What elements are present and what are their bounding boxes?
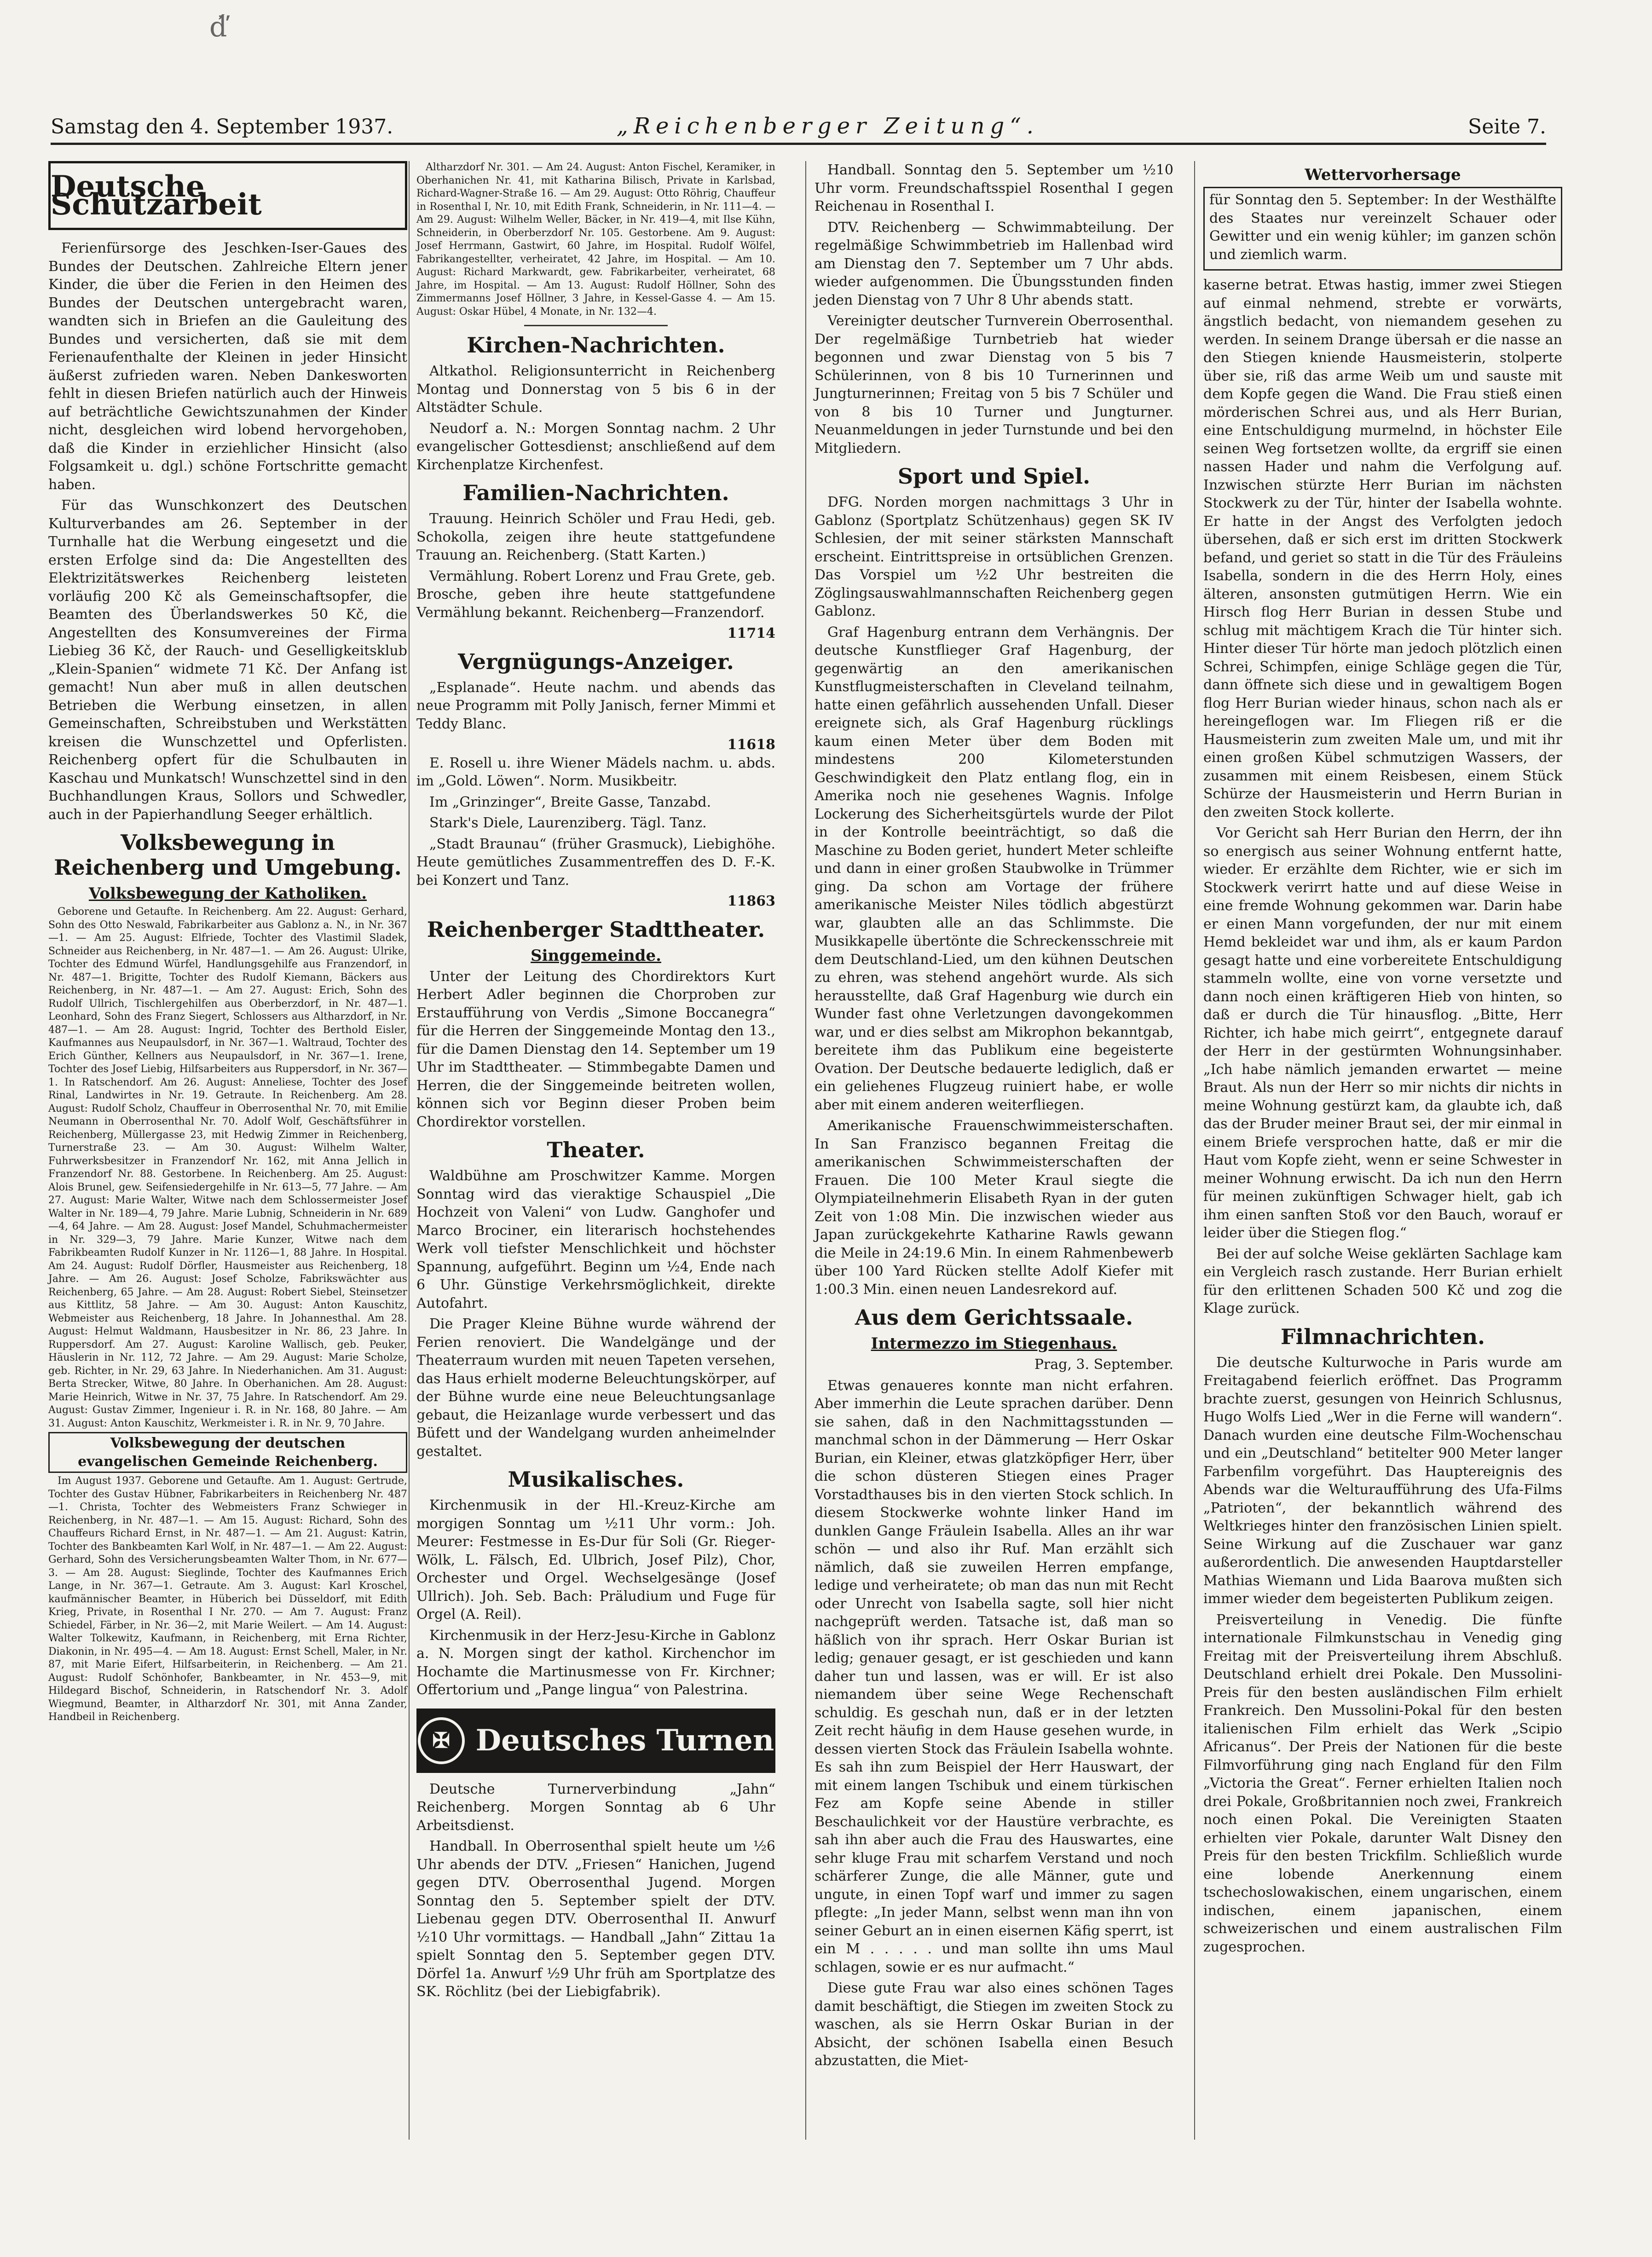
heading-vergnuegungen: Vergnügungs-Anzeiger. xyxy=(458,649,734,674)
heading-musikalisches: Musikalisches. xyxy=(508,1467,684,1492)
section-title-schutzarbeit: Deutsche Schutzarbeit xyxy=(48,161,407,230)
divider xyxy=(524,325,668,326)
article-intermezzo-part5: Bei der auf solche Weise geklärten Sachlage kam ein Vergleich rasch zustande. Herr Burian erhielt für den erlittenen Schaden 500 Kč und zog die Klage zurück. xyxy=(1203,1246,1562,1316)
pencil-mark: ď́ xyxy=(209,11,227,43)
turner-cross-icon: ✠ xyxy=(418,1717,465,1764)
ad-starks-diele: Stark's Diele, Laurenziberg. Tägl. Tanz. xyxy=(429,815,707,831)
column-rule xyxy=(805,161,806,2140)
records-katholiken: Geborene und Getaufte. In Reichenberg. Am 22. August: Gerhard, Sohn des Otto Neswald, Fabrikarbeiter aus Gablonz a. N., in Nr. 367—1. — Am 25. August: Elfriede, Tochter des Vlastimil Sladek, Schneider aus Reichenberg, in Nr. 487—1. — Am 26. August: Ulrike, Tochter des Edmund Würfel, Handlungsgehilfe aus Franzendorf, in Nr. 487—1. Brigitte, Tochter des Rudolf Kiemann, Bäckers aus Reichenberg, in Nr. 487—1. — Am 27. August: Erich, Sohn des Rudolf Ullrich, Tischlergehilfen aus Oberberzdorf, in Nr. 487—1. Leonhard, Sohn des Franz Siegert, Schlossers aus Altharzdorf, in Nr. 487—1. — Am 28. August: Ingrid, Tochter des Berthold Eisler, Kaufmannes aus Neupaulsdorf, in Nr. 367—1. Waltraud, Tochter des Erich Günther, Kellners aus Neupaulsdorf, in Nr. 367—1. Irene, Tochter des Josef Liebig, Hilfsarbeiters aus Ruppersdorf, in Nr. 367—1. In Ratschendorf. Am 26. August: Anneliese, Tochter des Josef Rinal, Landwirtes in Nr. 19. Getraute. In Reichenberg. Am 28. August: Rudolf Scholz, Chauffeur in Oberrosenthal Nr. 70, mit Emilie Neumann in Oberrosenthal Nr. 70. Adolf Wolf, Geschäftsführer in Reichenberg, Müllergasse 23, mit Hedwig Zimmer in Reichenberg, Turnerstraße 23. — Am 30. August: Wilhelm Walter, Fuhrwerksbesitzer in Franzendorf Nr. 162, mit Anna Jellich in Franzendorf Nr. 88. Gestorbene. In Reichenberg. Am 25. August: Alois Brunel, gew. Seifensiedergehilfe in Nr. 613—5, 77 Jahre. — Am 27. August: Marie Walter, Witwe nach dem Schlossermeister Josef Walter in Nr. 189—4, 79 Jahre. Marie Lubnig, Schneiderin in Nr. 689—4, 64 Jahre. — Am 28. August: Josef Mandel, Schuhmachermeister in Nr. 329—3, 79 Jahre. Marie Kunzer, Witwe nach dem Fabrikbeamten Rudolf Kunzer in Nr. 1126—1, 88 Jahre. In Hospital. Am 24. August: Rudolf Dörfler, Hausmeister aus Reichenberg, 18 Jahre. — Am 26. August: Josef Scholze, Fabrikswächter aus Reichenberg, 65 Jahre. — Am 28. August: Robert Siebel, Steinsetzer aus Kittlitz, 58 Jahre. — Am 30. August: Anton Kauschitz, Webmeister aus Reichenberg, 18 Jahre. In Johannesthal. Am 28. August: Helmut Waldmann, Hausbesitzer in Nr. 86, 23 Jahre. In Ruppersdorf. Am 27. August: Karoline Wallisch, geb. Peuker, Häuslerin in Nr. 112, 72 Jahre. — Am 29. August: Marie Scholze, geb. Richter, in Nr. 29, 63 Jahre. In Niederhanichen. Am 31. August: Berta Strecker, Witwe, 80 Jahre. In Oberhanichen. Am 28. August: Marie Heinrich, Witwe in Nr. 37, 75 Jahre. In Ratschendorf. Am 29. August: Gustav Zimmer, Ingenieur i. R. in Nr. 168, 80 Jahre. — Am 31. August: Anton Kauschitz, Werkmeister i. R. in Nr. 9, 70 Jahre. xyxy=(48,906,407,1429)
banner-title: Deutsches Turnen xyxy=(475,1723,774,1758)
heading-volksbewegung: Volksbewegung in Reichenberg und Umgebung. xyxy=(54,830,402,880)
header-page-number: Seite 7. xyxy=(1468,115,1546,139)
dateline: Prag, 3. September. xyxy=(1034,1357,1173,1373)
ad-rosell: E. Rosell u. ihre Wiener Mädels nachm. u. abds. im „Gold. Löwen“. Norm. Musikbeitr. xyxy=(416,755,775,789)
ad-number: 11618 xyxy=(727,737,775,753)
article-intermezzo-part1: Etwas genaueres konnte man nicht erfahren. Aber immerhin die Leute sprachen darüber. Denn sie sahen, daß in den Nachmittagsstunden — manchmal schon in der Dämmerung — Herr Oskar Burian, ein Kleiner, etwas glatzköpfiger Herr, über die schon düsteren Stiegen eines Prager Vorstadthauses bis in den vierten Stock schlich. In diesem Stockwerke wohnte linker Hand im dunklen Gange Fräulein Isabella. Alles an ihr war schön — und also ihr Ruf. Man erzählt sich nämlich, daß sie zuweilen Herren empfange, ledige und verheiratete; ob man das nun mit Recht oder Unrecht von Isabella sagte, soll hier nicht nachgeprüft werden. Tatsache ist, daß man so häßlich von ihr sprach. Herr Oskar Burian ist ledig; genauer gesagt, er ist geschieden und kann daher tun und lassen, was er will. Er ist also niemandem über seine Wege Rechenschaft schuldig. Es geschah nun, daß er in der letzten Zeit recht häufig in dem Hause gesehen wurde, in dessen vierten Stock das Fräulein Isabella wohnte. Es sah ihn zum Beispiel der Herr Hauswart, der mit einem langen Tschibuk und einem türkischen Fez am Kopfe seine Abende in stiller Beschaulichkeit vor der Haustüre verbrachte, es sah ihn aber auch die Frau des Hauswartes, eine sehr kluge Frau mit scharfem Verstand und noch schärferer Zunge, die alle Männer, gute und ungute, in einen Topf warf und immer zu sagen pflegte: „In jeder Mann, selbst wenn man ihn von seiner Geburt an in einen eisernen Käfig sperrt, ist ein M . . . . . und man sollte ihn ums Maul schlagen, sowie er es nur aufmacht.“ xyxy=(814,1377,1173,1975)
notice-neudorf: Neudorf a. N.: Morgen Sonntag nachm. 2 Uhr evangelischer Gottesdienst; anschließend auf dem Kirchenplatze Kirchenfest. xyxy=(416,420,775,473)
notice-religionsunterricht: Altkathol. Religionsunterricht in Reichenberg Montag und Donnerstag von 5 bis 6 in der Altstädter Schule. xyxy=(416,363,775,416)
heading-sport: Sport und Spiel. xyxy=(897,464,1091,489)
heading-evangelisch: Volksbewegung der deutschen evangelischen Gemeinde Reichenberg. xyxy=(48,1432,407,1473)
notice-schwimmabteilung: DTV. Reichenberg — Schwimmabteilung. Der regelmäßige Schwimmbetrieb im Hallenbad wird am Dienstag den 7. September um 7 Uhr abds. wieder aufgenommen. Die Übungsstunden finden jeden Dienstag von 7 Uhr 8 Uhr abends statt. xyxy=(814,219,1173,308)
heading-katholiken: Volksbewegung der Katholiken. xyxy=(88,884,367,903)
weather-forecast: für Sonntag den 5. September: In der Westhälfte des Staates nur vereinzelt Schauer oder Gewitter und ein wenig kühler; im ganzen schön und ziemlich warm. xyxy=(1209,192,1556,263)
article-intermezzo-part4: Vor Gericht sah Herr Burian den Herrn, der ihn so energisch aus seiner Wohnung entfernt hatte, wieder. Er erzählte dem Richter, wie er sich im Stockwerk verirrt hatte und auf diese Weise in eine fremde Wohnung gekommen war. Darin habe er einen Mann vorgefunden, der nur mit einem Hemd bekleidet war und ihm, als er kaum Pardon gesagt hatte und eine vorbereitete Entschuldigung stammeln wollte, eine von vorne versetzte und dann noch einen kräftigeren Hieb von hinten, so daß er durch die Tür hinausflog. „Bitte, Herr Richter, ich habe mich geirrt“, entgegnete darauf der Herr in der gestürmten Wohnungsinhaber. „Ich habe nämlich jemanden erwartet — meine Braut. Als nun der Herr so mir nichts dir nichts in meine Wohnung gestürzt kam, da glaubte ich, daß das der Bruder meiner Braut sei, der mir einmal in einem Briefe versprochen hatte, daß er mir die Haut vom Kopfe zieht, wenn er seine Schwester in meiner Wohnung erwischt. Da ich nun den Herrn für meinen zukünftigen Schwager hielt, gab ich ihm einen sanften Stoß vor den Bauch, worauf er leider über die Stiegen flog.“ xyxy=(1203,825,1562,1241)
column-rule xyxy=(1194,161,1195,2140)
heading-wetter: Wettervorhersage xyxy=(1305,166,1461,184)
heading-film: Filmnachrichten. xyxy=(1280,1324,1485,1349)
records-continued: Altharzdorf Nr. 301. — Am 24. August: Anton Fischel, Keramiker, in Oberhanichen Nr. 41, mit Katharina Bilisch, Private in Karlsbad, Richard-Wagner-Straße 16. — Am 29. August: Otto Röhrig, Chauffeur in Rosenthal I, Nr. 10, mit Edith Frank, Schneiderin, in Nr. 111—4. — Am 29. August: Wilhelm Weller, Bäcker, in Nr. 419—4, mit Ilse Kühn, Schneiderin, in Oberberzdorf Nr. 105. Gestorbene. Am 9. August: Josef Herrmann, Gastwirt, 60 Jahre, im Hospital. Rudolf Wölfel, Fabrikangestellter, verheiratet, 42 Jahre, im Hospital. — Am 10. August: Richard Markwardt, gew. Fabrikarbeiter, verheiratet, 68 Jahre, im Hospital. — Am 13. August: Rudolf Höllner, Sohn des Zimmermanns Josef Höllner, 3 Jahre, in Kessel-Gasse 4. — Am 15. August: Oskar Hübel, 4 Monate, in Nr. 132—4. xyxy=(416,162,775,317)
article-ferienfuersorge: Ferienfürsorge des Jeschken-Iser-Gaues des Bundes der Deutschen. Zahlreiche Eltern jener Kinder, die über die Ferien in den Heimen des Bundes der Deutschen untergebracht waren, wandten sich in Briefen an die Gauleitung des Bundes und versicherten, daß sie mit dem Ferienaufenthalte der Kleinen in jeder Hinsicht äußerst zufrieden waren. Neben Dankesworten fehlt in diesen Briefen natürlich auch der Hinweis auf beträchtliche Gewichtszunahmen der Kinder nicht, desgleichen wird lobend hervorgehoben, daß die Kinder in erziehlicher Hinsicht (also Folgsamkeit u. dgl.) schöne Fortschritte gemacht haben. xyxy=(48,240,407,493)
notice-jahn: Deutsche Turnerverbindung „Jahn“ Reichenberg. Morgen Sonntag ab 6 Uhr Arbeitsdienst. xyxy=(416,1781,775,1834)
ad-number: 11714 xyxy=(727,625,775,641)
article-kleine-buehne: Die Prager Kleine Bühne wurde während der Ferien renoviert. Die Wandelgänge und der Theaterraum wurden mit neuen Tapeten versehen, das Haus erhielt moderne Beleuchtungskörper, auf der Bühne wurde eine neue Beleuchtungsanlage gebaut, die Heizanlage wurde verbessert und das Büfett und der Wandelgang wurden anheimelnder gestaltet. xyxy=(416,1316,775,1460)
subheading-singgemeinde: Singgemeinde. xyxy=(531,946,661,965)
column-rule xyxy=(409,161,410,2140)
article-intermezzo-part2: Diese gute Frau war also eines schönen Tages damit beschäftigt, die Stiegen im zweiten Stock zu waschen, als sie Herrn Oskar Burian in der Absicht, der schönen Isabella einen Besuch abzustatten, die Miet- xyxy=(814,1980,1173,2069)
notice-turnverein: Vereinigter deutscher Turnverein Oberrosenthal. Der regelmäßige Turnbetrieb hat wieder begonnen und zwar Dienstag von 5 bis 7 Schülerinnen, von 8 bis 10 Turnerinnen und Jungturnerinnen; Freitag von 5 bis 7 Schüler und von 8 bis 10 Turner und Jungturner. Neuanmeldungen in jeder Turnstunde und bei den Mitgliedern. xyxy=(814,313,1173,456)
article-kirchenmusik-herz-jesu: Kirchenmusik in der Herz-Jesu-Kirche in Gablonz a. N. Morgen singt der kathol. Kirchenchor im Hochamte die Martinusmesse von Fr. Kirchner; Offertorium und „Pange lingua“ von Palestrina. xyxy=(416,1627,775,1698)
article-dfg-norden: DFG. Norden morgen nachmittags 3 Uhr in Gablonz (Sportplatz Schützenhaus) gegen SK IV Schlesien, der mit seiner stärksten Mannschaft erscheint. Eintrittspreise in ortsüblichen Grenzen. Das Vorspiel um ½2 Uhr bestreiten die Zöglingsauswahlmannschaften Reichenberg gegen Gablonz. xyxy=(814,494,1173,619)
notice-handball-rosenthal: Handball. Sonntag den 5. September um ½10 Uhr vorm. Freundschaftsspiel Rosenthal I gegen Reichenau in Rosenthal I. xyxy=(814,162,1173,214)
header-paper-name: „Reichenberger Zeitung“. xyxy=(617,113,1040,139)
heading-theater: Theater. xyxy=(547,1137,645,1162)
ad-stadt-braunau: „Stadt Braunau“ (früher Grasmuck), Liebighöhe. Heute gemütliches Zusammentreffen des D. F.-K. bei Konzert und Tanz. xyxy=(416,836,775,889)
article-hagenburg: Graf Hagenburg entrann dem Verhängnis. Der deutsche Kunstflieger Graf Hagenburg, der gegenwärtig an den amerikanischen Kunstflugmeisterschaften in Cleveland teilnahm, hatte einen gefährlich aussehenden Unfall. Dieser ereignete sich, als Graf Hagenburg rücklings kaum einen Meter über dem Boden mit mindestens 200 Kilometerstunden Geschwindigkeit den Platz entlang flog, ein in Amerika noch nie gesehenes Wagnis. Infolge Lockerung des Sicherheitsgürtels wurde der Pilot in der Kontrolle beeinträchtigt, so daß die Maschine zu Boden geriet, hundert Meter schleifte und dann in einer großen Staubwolke in Trümmer ging. Da schon am Vortage der frühere amerikanische Meister Niles tödlich abgestürzt war, glaubten alle an das Schlimmste. Die Musikkapelle übertönte die Schreckensschreie mit dem Deutschland-Lied, um den kühnen Deutschen zu ehren, was stehend angehört wurde. Als sich herausstellte, daß Graf Hagenburg wie durch ein Wunder fast ohne Verletzungen davongekommen war, und er dies selbst am Mikrophon bekanntgab, bereitete ihm das Publikum eine begeisterte Ovation. Der Deutsche bedauerte lediglich, daß er ein geliehenes Flugzeug ruiniert habe, er wolle aber mit einem anderen weiterfliegen. xyxy=(814,624,1173,1113)
article-kirchenmusik-kreuz: Kirchenmusik in der Hl.-Kreuz-Kirche am morgigen Sonntag um ½11 Uhr vorm.: Joh. Meurer: Festmesse in Es-Dur für Soli (Gr. Rieger-Wölk, L. Fälsch, Ed. Ulbrich, Josef Pilz), Chor, Orchester und Orgel. Wechselgesänge (Josef Ullrich). Joh. Seb. Bach: Präludium und Fuge für Orgel (A. Reil). xyxy=(416,1497,775,1622)
article-kulturwoche-paris: Die deutsche Kulturwoche in Paris wurde am Freitagabend feierlich eröffnet. Das Programm brachte zuerst, gesungen von Heinrich Schlusnus, Hugo Wolfs Lied „Wer in die Ferne will wandern“. Danach wurden eine deutsche Film-Wochenschau und ein „Deutschland“ betitelter 900 Meter langer Farbenfilm vorgeführt. Das Hauptereignis des Abends war die Welturaufführung des Ufa-Films „Patrioten“, der bekanntlich während des Weltkrieges hinter den französischen Linien spielt. Seine Wirkung auf die Zuschauer war ganz außerordentlich. Die anwesenden Hauptdarsteller Mathias Wiemann und Lida Baarova mußten sich immer wieder dem begeisterten Publikum zeigen. xyxy=(1203,1354,1562,1607)
column-3 xyxy=(814,161,1173,2073)
subheading-intermezzo: Intermezzo im Stiegenhaus. xyxy=(871,1334,1117,1353)
heading-familien: Familien-Nachrichten. xyxy=(462,480,729,505)
ad-grinzinger: Im „Grinzinger“, Breite Gasse, Tanzabd. xyxy=(429,794,711,810)
records-evangelisch: Im August 1937. Geborene und Getaufte. Am 1. August: Gertrude, Tochter des Gustav Hübner, Fabrikarbeiters in Reichenberg Nr. 487—1. Christa, Tochter des Webmeisters Franz Schwieger in Reichenberg, in Nr. 487—1. — Am 15. August: Richard, Sohn des Chauffeurs Richard Ernst, in Nr. 487—1. — Am 21. August: Katrin, Tochter des Bankbeamten Karl Wolf, in Nr. 487—1. — Am 22. August: Gerhard, Sohn des Versicherungsbeamten Walter Thom, in Nr. 677—3. — Am 28. August: Sieglinde, Tochter des Kaufmannes Erich Lange, in Nr. 367—1. Getraute. Am 3. August: Karl Kroschel, kaufmännischer Beamter, in Hüberich bei Düsseldorf, mit Edith Krieg, Private, in Rosenthal I Nr. 270. — Am 7. August: Franz Schiedel, Färber, in Nr. 36—2, mit Marie Weilert. — Am 14. August: Walter Tolkewitz, Kaufmann, in Reichenberg, mit Erna Richter, Diakonin, in Nr. 495—4. — Am 18. August: Ernst Schell, Maler, in Nr. 87, mit Marie Eifert, Hilfsarbeiterin, in Reichenberg. — Am 21. August: Rudolf Schönhofer, Bankbeamter, in Nr. 453—9, mit Hildegard Bischof, Schneiderin, in Ratschendorf Nr. 3. Adolf Wiegmund, Beamter, in Altharzdorf Nr. 301, mit Anna Zander, Handbeil in Reichenberg. xyxy=(48,1475,407,1723)
header-date: Samstag den 4. September 1937. xyxy=(51,115,393,139)
article-waldbuehne: Waldbühne am Proschwitzer Kamme. Morgen Sonntag wird das vieraktige Schauspiel „Die Hochzeit von Valeni“ von Ludw. Ganghofer und Marco Brociner, ein literarisch hochstehendes Werk voll tiefster Menschlichkeit und höchster Spannung, aufgeführt. Beginn um ½4, Ende nach 6 Uhr. Günstige Verkehrsmöglichkeit, direkte Autofahrt. xyxy=(416,1168,775,1311)
column-2 xyxy=(416,161,775,2004)
article-chorproben: Unter der Leitung des Chordirektors Kurt Herbert Adler beginnen die Chorproben zur Erstaufführung von Verdis „Simone Boccanegra“ für die Herren der Singgemeinde Montag den 13., für die Damen Dienstag den 14. September um 19 Uhr im Stadttheater. — Stimmbegabte Damen und Herren, die der Singgemeinde beitreten wollen, können sich vor Beginn dieser Proben beim Chordirektor vorstellen. xyxy=(416,968,775,1130)
ad-esplanade: „Esplanade“. Heute nachm. und abends das neue Programm mit Polly Janisch, ferner Mimmi et Teddy Blanc. xyxy=(416,679,775,732)
page-header xyxy=(51,110,1546,145)
section-banner-turnen xyxy=(416,1709,775,1773)
notice-handball: Handball. In Oberrosenthal spielt heute um ½6 Uhr abends der DTV. „Friesen“ Hanichen, Jugend gegen DTV. Oberrosenthal Jugend. Morgen Sonntag den 5. September spielt der DTV. Liebenau gegen DTV. Oberrosenthal II. Anwurf ½10 Uhr vormittags. — Handball „Jahn“ Zittau 1a spielt Sonntag den 5. September gegen DTV. Dörfel 1a. Anwurf ½9 Uhr früh am Sportplatze des SK. Röchlitz (bei der Liebigfabrik). xyxy=(416,1838,775,2000)
notice-trauung: Trauung. Heinrich Schöler und Frau Hedi, geb. Schokolla, zeigen ihre heute stattgefundene Trauung an. Reichenberg. (Statt Karten.) xyxy=(416,511,775,563)
article-intermezzo-part3: kaserne betrat. Etwas hastig, immer zwei Stiegen auf einmal nehmend, strebte er vorwärts, ängstlich bedacht, von niemandem gesehen zu werden. In seinem Drange übersah er die nasse an den Stiegen kniende Hausmeisterin, stolperte über sie, riß das arme Weib um und sauste mit dem Kopfe gegen die Wand. Die Frau stieß einen mörderischen Schrei aus, und als Herr Burian, eine Entschuldigung murmelnd, in höchster Eile seinen Weg fortsetzen wollte, da ergriff sie einen nassen Hader und nahm die Verfolgung auf. Inzwischen stürzte Herr Burian im nächsten Stockwerk zu der Tür, hinter der Isabella wohnte. Er hatte in der Angst des Verfolgten jedoch übersehen, daß er sich erst im dritten Stockwerk befand, und geriet so statt in die Tür des Fräuleins Isabella, sondern in die des Herrn Holy, eines älteren, ansonsten gutmütigen Herrn. Wie ein Hirsch flog Herr Burian in dessen Stube und schlug mit mächtigem Krach die Tür hinter sich. Hinter dieser Tür hörte man jedoch plötzlich einen Schrei, Schimpfen, einige Schläge gegen die Tür, dann öffnete sich diese und in gewaltigem Bogen flog Herr Burian wieder hinaus, schon nach als er hereingeflogen war. Im Fliegen riß er die Hausmeisterin zum zweiten Male um, und mit ihr einen großen Kübel schmutzigen Wassers, der zusammen mit einem Reisbesen, einem Stück Schürze der Hausmeisterin und Herrn Burian in den zweiten Stock kollerte. xyxy=(1203,277,1562,820)
ad-number: 11863 xyxy=(727,893,775,909)
notice-vermaehlung: Vermählung. Robert Lorenz und Frau Grete, geb. Brosche, geben ihre heute stattgefundene Vermählung bekannt. Reichenberg—Franzendorf. xyxy=(416,568,775,621)
heading-stadttheater: Reichenberger Stadttheater. xyxy=(427,917,765,942)
column-4 xyxy=(1203,161,1562,1959)
article-venedig: Preisverteilung in Venedig. Die fünfte internationale Filmkunstschau in Venedig ging Freitag mit der Preisverteilung ihrem Abschluß. Deutschland erhielt drei Pokale. Den Mussolini-Preis für den besten ausländischen Film erhielt Frankreich. Den Mussolini-Pokal für den besten italienischen Film erhielt das Werk „Scipio Africanus“. Der Preis der Nationen für die beste Filmvorführung ging nach England für den Film „Victoria the Great“. Ferner erhielten Italien noch drei Pokale, Großbritannien noch zwei, Frankreich noch einen Pokal. Die Vereinigten Staaten erhielten vier Pokale, darunter Walt Disney den Preis für den besten Trickfilm. Schließlich wurde eine lobende Anerkennung einem tschechoslowakischen, einem ungarischen, einem indischen, einem japanischen, einem schweizerischen und einem australischen Film zugesprochen. xyxy=(1203,1611,1562,1955)
heading-kirchen: Kirchen-Nachrichten. xyxy=(467,333,725,358)
heading-gerichtssaal: Aus dem Gerichtssaale. xyxy=(855,1305,1133,1330)
article-schwimmeisterschaften: Amerikanische Frauenschwimmeisterschaften. In San Franzisco begannen Freitag die amerikanischen Schwimmeisterschaften der Frauen. Die 100 Meter Kraul siegte die Olympiateilnehmerin Elisabeth Ryan in der guten Zeit von 1:08 Min. Die inzwischen wieder aus Japan zurückgekehrte Katharine Rawls gewann die Meile in 24:19.6 Min. In einem Rahmenbewerb über 100 Yard Rücken stellte Adolf Kiefer mit 1:00.3 Min. einen neuen Landesrekord auf. xyxy=(814,1118,1173,1298)
article-wunschkonzert: Für das Wunschkonzert des Deutschen Kulturverbandes am 26. September in der Turnhalle hat die Werbung eingesetzt und die ersten Erfolge sind da: Die Angestellten des Elektrizitätswerkes Reichenberg leisteten vorläufig 200 Kč als Gemeinschaftsopfer, die Beamten des Überlandswerkes 50 Kč, die Angestellten des Konsumvereines der Firma Liebieg 36 Kč, der Rauch- und Geselligkeitsklub „Klein-Spanien“ widmete 71 Kč. Der Anfang ist gemacht! Nun aber muß in allen deutschen Betrieben die Werbung einsetzen, in allen Gemeinschaften, Schreibstuben und Werkstätten kreisen die Wunschzettel und Opferlisten. Reichenberg opfert für die Schulbauten in Kaschau und Munkatsch! Wunschzettel sind in den Buchhandlungen Kraus, Sollors und Schwedler, auch in der Papierhandlung Seeger erhältlich. xyxy=(48,497,407,823)
column-1 xyxy=(48,161,407,1726)
